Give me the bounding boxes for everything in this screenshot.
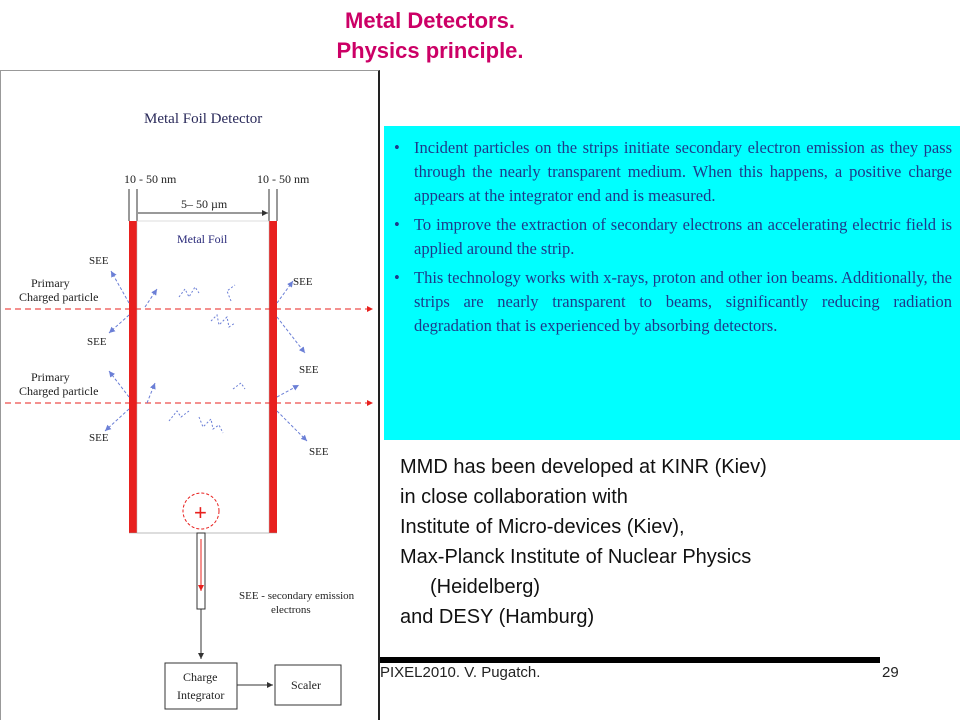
see-label-5: SEE xyxy=(89,432,109,444)
footer-text: PIXEL2010. V. Pugatch. xyxy=(380,664,541,681)
see-label-4: SEE xyxy=(299,364,319,376)
right-thickness-label: 10 - 50 nm xyxy=(257,172,310,186)
bullet-list xyxy=(390,136,952,338)
slide-title xyxy=(0,6,860,66)
gap-label: 5– 50 µm xyxy=(181,197,228,211)
right-strip xyxy=(269,221,277,533)
bullet-text: This technology works with x-rays, proton and other ion beams. Additionally, the strips are nearly transparent to beams, significantly reducing radiation degradation that is experienced by absorbing detectors. xyxy=(414,268,952,335)
footer-rule xyxy=(380,657,880,663)
legend-line-2: electrons xyxy=(271,604,311,616)
legend-line-1: SEE - secondary emission xyxy=(239,590,355,602)
bullet-text: Incident particles on the strips initiate secondary electron emission as they pass through the nearly transparent medium. When this happens, a positive charge appears at the integrator end and is measured. xyxy=(414,138,952,205)
see-label-3: SEE xyxy=(87,336,107,348)
bullet-dot-icon: • xyxy=(394,138,400,157)
page-number: 29 xyxy=(882,664,899,681)
electron-paths xyxy=(169,285,245,433)
mmd-line-5: (Heidelberg) xyxy=(430,576,541,598)
primary-label-2: Primary xyxy=(31,370,70,384)
metal-foil-detector-figure xyxy=(0,70,380,720)
integrator-line-1: Charge xyxy=(183,670,218,684)
bullet-item xyxy=(390,266,952,338)
mmd-line-2: in close collaboration with xyxy=(400,486,628,508)
mmd-line-6: and DESY (Hamburg) xyxy=(400,606,595,628)
see-label-6: SEE xyxy=(309,446,329,458)
plus-sign: + xyxy=(194,500,207,525)
metal-foil-label: Metal Foil xyxy=(177,232,228,246)
bullet-dot-icon: • xyxy=(394,268,400,287)
scaler-label: Scaler xyxy=(291,678,321,692)
see-label-2: SEE xyxy=(293,276,313,288)
bullet-item xyxy=(390,136,952,208)
mmd-line-4: Max-Planck Institute of Nuclear Physics xyxy=(400,546,752,568)
charged-label-2: Charged particle xyxy=(19,384,99,398)
charged-label-1: Charged particle xyxy=(19,290,99,304)
bullet-dot-icon: • xyxy=(394,215,400,234)
diagram-heading: Metal Foil Detector xyxy=(144,111,263,127)
mmd-line-3: Institute of Micro-devices (Kiev), xyxy=(400,516,685,538)
title-line-2: Physics principle. xyxy=(336,38,524,63)
bullet-text: To improve the extraction of secondary electrons an accelerating electric field is applied around the strip. xyxy=(414,215,952,258)
mmd-line-1: MMD has been developed at KINR (Kiev) xyxy=(400,456,767,478)
detector-diagram xyxy=(1,71,379,721)
left-thickness-label: 10 - 50 nm xyxy=(124,172,177,186)
collaboration-text xyxy=(400,452,920,632)
primary-label-1: Primary xyxy=(31,276,70,290)
bullet-item xyxy=(390,213,952,261)
integrator-line-2: Integrator xyxy=(177,688,225,702)
title-line-1: Metal Detectors. xyxy=(345,8,515,33)
see-label-1: SEE xyxy=(89,255,109,267)
explanation-box xyxy=(384,126,960,440)
left-strip xyxy=(129,221,137,533)
foil-region xyxy=(137,221,269,533)
